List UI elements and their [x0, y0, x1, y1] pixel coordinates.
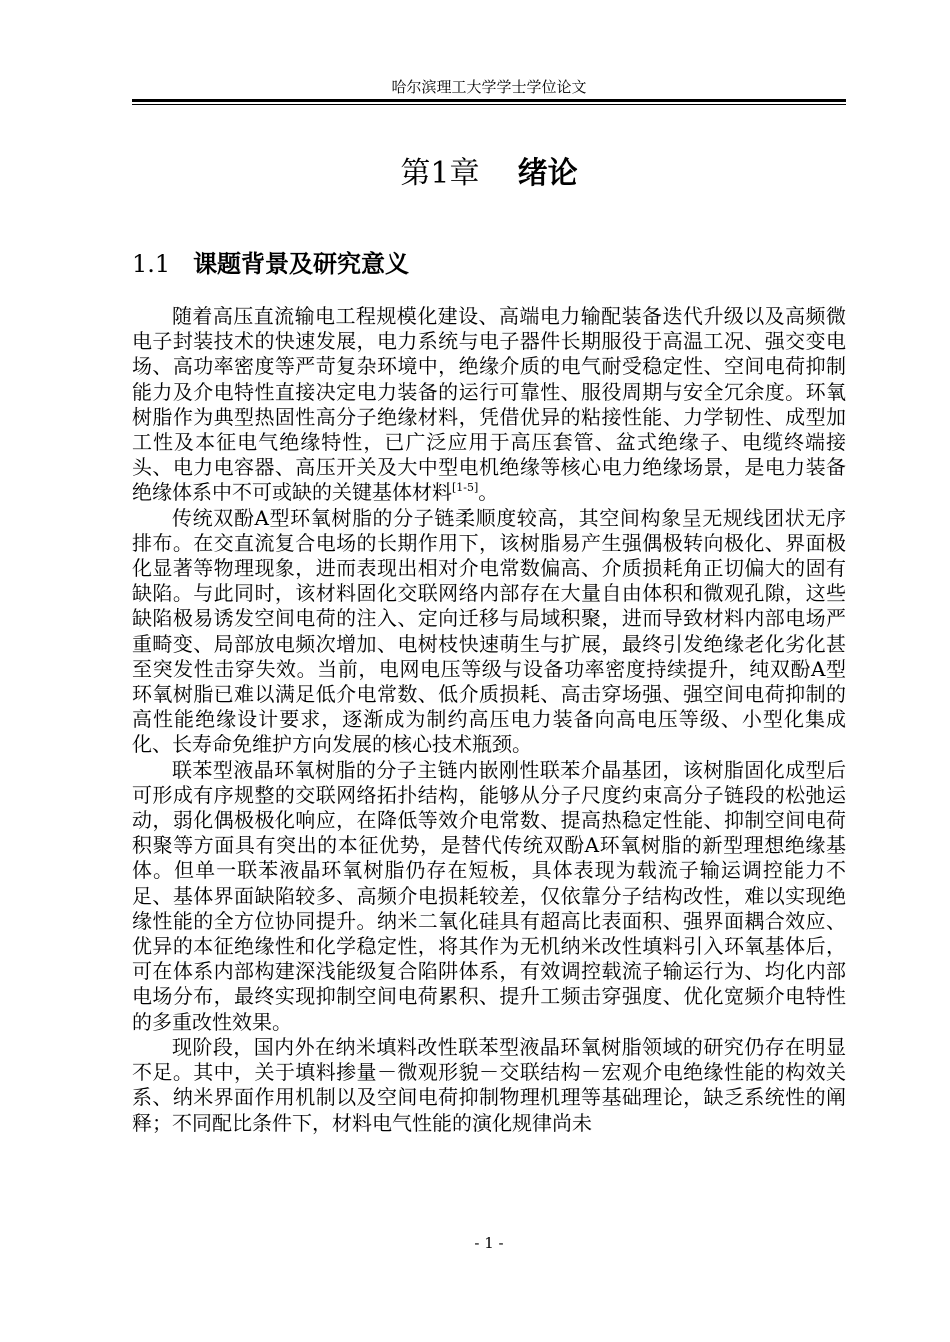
section-heading — [132, 247, 409, 281]
paragraph-tail: 。 — [478, 480, 499, 505]
body-text — [132, 304, 846, 1136]
paragraph: 联苯型液晶环氧树脂的分子主链内嵌刚性联苯介晶基团，该树脂固化成型后可形成有序规整的交联网络拓扑结构，能够从分子尺度约束高分子链段的松弛运动，弱化偶极极化响应，在降低等效介电常数、提高热稳定性能、抑制空间电荷积聚等方面具有突出的本征优势，是替代传统双酚A环氧树脂的新型理想绝缘基体。但单一联苯液晶环氧树脂仍存在短板，具体表现为载流子输运调控能力不足、基体界面缺陷较多、高频介电损耗较差，仅依靠分子结构改性，难以实现绝缘性能的全方位协同提升。纳米二氧化硅具有超高比表面积、强界面耦合效应、优异的本征绝缘性和化学稳定性，将其作为无机纳米改性填料引入环氧基体后，可在体系内部构建深浅能级复合陷阱体系，有效调控载流子输运行为、均化内部电场分布，最终实现抑制空间电荷累积、提升工频击穿强度、优化宽频介电特性的多重改性效果。 — [132, 757, 846, 1034]
paragraph: 传统双酚A型环氧树脂的分子链柔顺度较高，其空间构象呈无规线团状无序排布。在交直流复合电场的长期作用下，该树脂易产生强偶极转向极化、界面极化显著等物理现象，进而表现出相对介电常数偏高、介质损耗角正切偏大的固有缺陷。与此同时，该材料固化交联网络内部存在大量自由体积和微观孔隙，这些缺陷极易诱发空间电荷的注入、定向迁移与局域积聚，进而导致材料内部电场严重畸变、局部放电频次增加、电树枝快速萌生与扩展，最终引发绝缘老化劣化甚至突发性击穿失效。当前，电网电压等级与设备功率密度持续提升，纯双酚A型环氧树脂已难以满足低介电常数、低介质损耗、高击穿场强、强空间电荷抑制的高性能绝缘设计要求，逐渐成为制约高压电力装备向高电压等级、小型化集成化、长寿命免维护方向发展的核心技术瓶颈。 — [132, 505, 846, 757]
paragraph — [132, 304, 846, 506]
paragraph-text: 随着高压直流输电工程规模化建设、高端电力输配装备迭代升级以及高频微电子封装技术的快速发展，电力系统与电子器件长期服役于高温工况、强交变电场、高功率密度等严苛复杂环境中，绝缘介质的电气耐受稳定性、空间电荷抑制能力及介电特性直接决定电力装备的运行可靠性、服役周期与安全冗余度。环氧树脂作为典型热固性高分子绝缘材料，凭借优异的粘接性能、力学韧性、成型加工性及本征电气绝缘特性，已广泛应用于高压套管、盆式绝缘子、电缆终端接头、电力电容器、高压开关及大中型电机绝缘等核心电力绝缘场景，是电力装备绝缘体系中不可或缺的关键基体材料 — [132, 304, 846, 505]
section-number: 1.1 — [132, 250, 171, 278]
running-header: 哈尔滨理工大学学士学位论文 — [391, 78, 587, 96]
chapter-title — [132, 154, 846, 194]
page-number: - 1 - — [474, 1234, 504, 1252]
chapter-number: 第1章 — [400, 156, 480, 191]
citation-reference: [1-5] — [452, 481, 479, 495]
header-rule — [132, 99, 846, 102]
section-name: 课题背景及研究意义 — [193, 250, 410, 278]
chapter-name: 绪论 — [517, 156, 578, 191]
header-rule-thin — [132, 104, 846, 105]
paragraph: 现阶段，国内外在纳米填料改性联苯型液晶环氧树脂领域的研究仍存在明显不足。其中，关于填料掺量－微观形貌－交联结构－宏观介电绝缘性能的构效关系、纳米界面作用机制以及空间电荷抑制物理机理等基础理论，缺乏系统性的阐释；不同配比条件下，材料电气性能的演化规律尚未 — [132, 1034, 846, 1135]
